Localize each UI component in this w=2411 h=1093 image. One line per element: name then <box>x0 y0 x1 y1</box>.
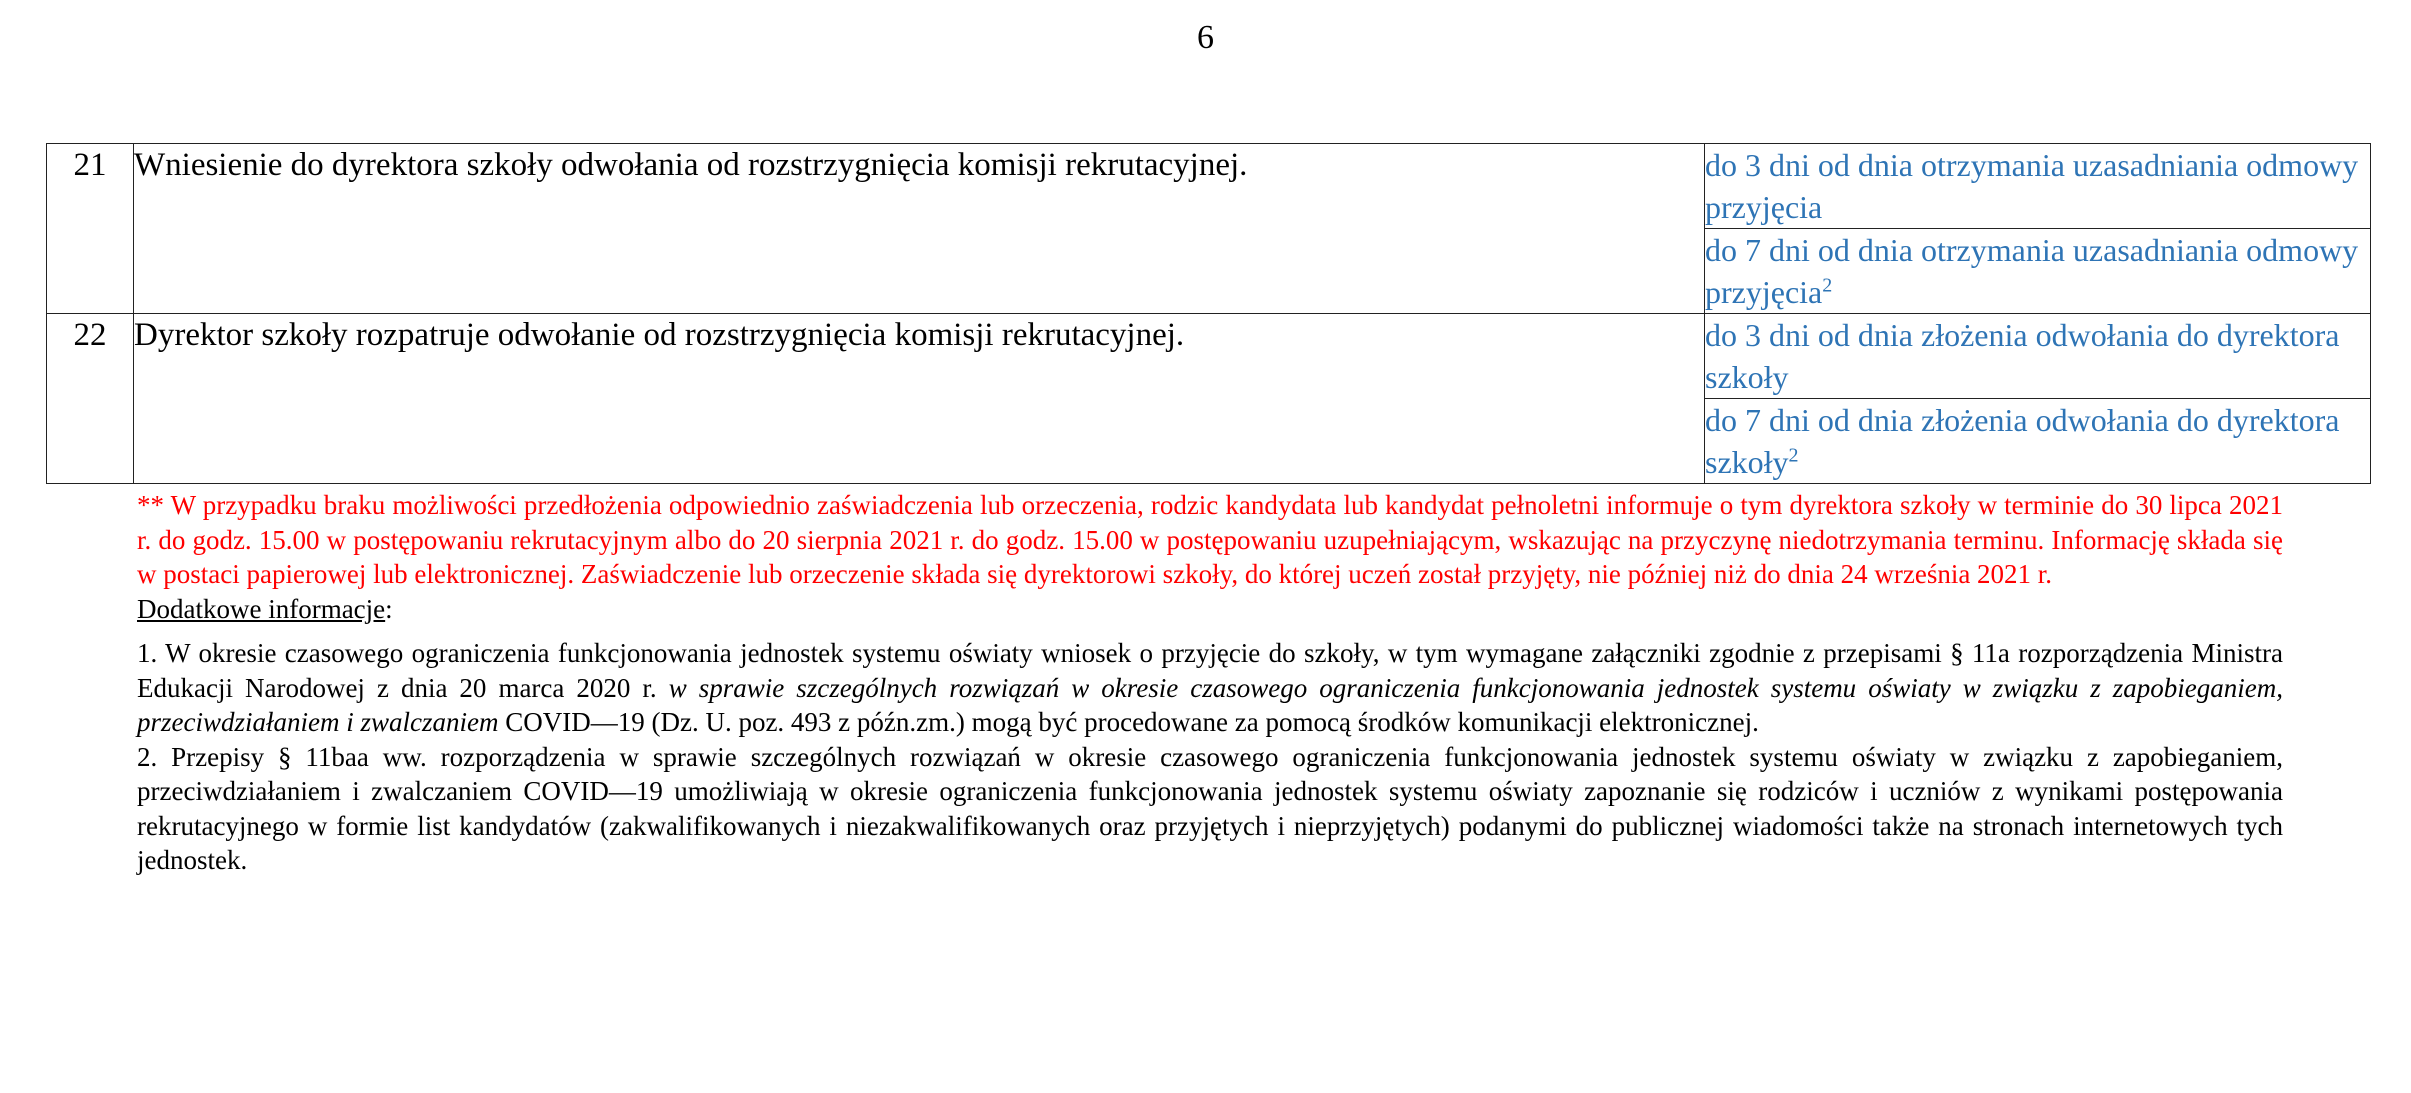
row-description: Wniesienie do dyrektora szkoły odwołania od rozstrzygnięcia komisji rekrutacyjnej. <box>134 144 1705 314</box>
deadline-primary-text: do 3 dni od dnia otrzymania uzasadniania odmowy przyjęcia <box>1705 147 2359 225</box>
table-row <box>47 314 2371 399</box>
deadline-supplementary <box>1705 399 2371 484</box>
additional-info-item-2: 2. Przepisy § 11baa ww. rozporządzenia w sprawie szczególnych rozwiązań w okresie czasowego ograniczenia funkcjonowania jednostek systemu oświaty w związku z zapobieganiem, przeciwdziałaniem i zwalczaniem COVID—19 umożliwiają w okresie ograniczenia funkcjonowania jednostek systemu oświaty zapoznanie się rodziców i uczniów z wynikami postępowania rekrutacyjnego w formie list kandydatów (zakwalifikowanych i niezakwalifikowanych oraz przyjętych i nieprzyjętych) podanymi do publicznej wiadomości także na stronach internetowych tych jednostek. <box>137 741 2283 875</box>
table-row <box>47 144 2371 229</box>
item-1-text-before: 1. W okresie czasowego ograniczenia funkcjonowania jednostek systemu oświaty wniosek o przyjęcie do szkoły, w tym wymagane załączniki zgodnie z przepisami § 11a rozporządzenia Ministra Edukacji Narodowej z dnia 20 marca 2020 r. <box>137 638 2283 703</box>
heading-colon: : <box>385 593 393 624</box>
deadline-supplementary-text: do 7 dni od dnia otrzymania uzasadniania odmowy przyjęcia <box>1705 232 2359 310</box>
additional-info-heading-text: Dodatkowe informacje <box>137 593 386 624</box>
deadline-supplementary-text: do 7 dni od dnia złożenia odwołania do dyrektora szkoły <box>1705 402 2340 480</box>
footnote-mark: 2 <box>1822 274 1833 297</box>
row-description: Dyrektor szkoły rozpatruje odwołanie od rozstrzygnięcia komisji rekrutacyjnej. <box>134 314 1705 484</box>
footnote-mark: 2 <box>1788 444 1799 467</box>
page-number: 6 <box>1197 19 1214 56</box>
deadline-primary-text: do 3 dni od dnia złożenia odwołania do dyrektora szkoły <box>1705 317 2340 395</box>
notes-section <box>137 488 2283 878</box>
row-number: 21 <box>47 144 134 314</box>
item-1-regulation-title: w sprawie szczególnych rozwiązań w okresie czasowego ograniczenia funkcjonowania jednostek systemu oświaty w związku z zapobieganiem, przeciwdziałaniem i zwalczaniem <box>137 672 2283 737</box>
schedule-table <box>46 143 2371 484</box>
red-footnote: ** W przypadku braku możliwości przedłożenia odpowiednio zaświadczenia lub orzeczenia, rodzic kandydata lub kandydat pełnoletni informuje o tym dyrektora szkoły w terminie do 30 lipca 2021 r. do godz. 15.00 w postępowaniu rekrutacyjnym albo do 20 sierpnia 2021 r. do godz. 15.00 w postępowaniu uzupełniającym, wskazując na przyczynę niedotrzymania terminu. Informację składa się w postaci papierowej lub elektronicznej. Zaświadczenie lub orzeczenie składa się dyrektorowi szkoły, do której uczeń został przyjęty, nie później niż do dnia 24 września 2021 r. <box>137 490 2283 589</box>
additional-info-heading <box>137 592 2283 627</box>
deadline-primary <box>1705 314 2371 399</box>
deadline-primary <box>1705 144 2371 229</box>
additional-info-item-1 <box>137 636 2283 740</box>
item-1-text-after: COVID—19 (Dz. U. poz. 493 z późn.zm.) mogą być procedowane za pomocą środków komunikacji elektronicznej. <box>498 707 1759 737</box>
deadline-supplementary <box>1705 229 2371 314</box>
row-number: 22 <box>47 314 134 484</box>
